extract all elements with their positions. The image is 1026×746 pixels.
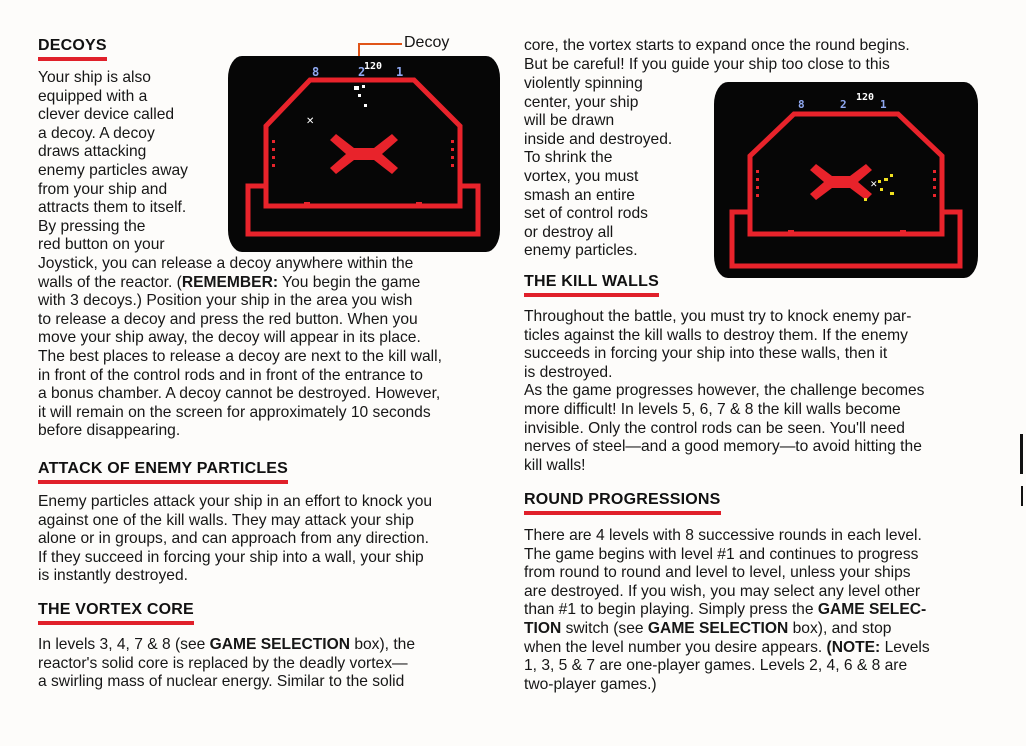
svg-text:✕: ✕ — [306, 116, 315, 127]
vortex-body-narrow: violently spinning center, your ship will be drawn inside and destroyed. To shrink the vortex, you must smash an entire set of control rods or destroy all enemy particles. — [524, 75, 673, 260]
hud-player2: 2 — [358, 65, 366, 79]
hud-player1: 8 — [312, 65, 320, 79]
hud-player3: 1 — [396, 65, 404, 79]
svg-text:✕: ✕ — [870, 180, 878, 190]
attack-heading: ATTACK OF ENEMY PARTICLES — [38, 460, 288, 484]
vortex-heading: THE VORTEX CORE — [38, 601, 194, 625]
attack-body: Enemy particles attack your ship in an effort to knock you against one of the kill walls. They may attack your ship alone or in groups, and can approach from any direction. If they succeed in forcing your ship into a wall, your ship is instantly destroyed. — [38, 493, 433, 585]
round-body: There are 4 levels with 8 successive rounds in each level. The game begins with level #1 and continues to progress from round to round and level to level, unless your ships are destroyed. If you wish, you may select any level other than #1 to begin playing. Simply press the GAME SELEC- TION switch (see GAME SELECTION box), and stop when the level number you desire appears. (NOTE: Levels 1, 3, 5 & 7 are one-player games. Levels 2, 4, 6 & 8 are two-player games.) — [524, 527, 930, 693]
hud-score: 120 — [856, 92, 875, 103]
round-heading: ROUND PROGRESSIONS — [524, 491, 721, 515]
callout-line-h — [358, 43, 402, 45]
vortex-body: In levels 3, 4, 7 & 8 (see GAME SELECTION box), the reactor's solid core is replaced by the deadly vortex— a swirling mass of nuclear energy. Similar to the solid — [38, 636, 415, 691]
scan-edge-mark — [1020, 434, 1023, 474]
game-screenshot-vortex — [714, 82, 978, 278]
game-screenshot-decoy — [228, 56, 500, 252]
hud-player3: 1 — [880, 98, 887, 111]
hud-score: 120 — [364, 61, 383, 72]
kill-walls-body: Throughout the battle, you must try to knock enemy par- ticles against the kill walls to destroy them. If the enemy succeeds in forcing your ship into these walls, then it is destroyed. As the game progresses however, the challenge becomes more difficult! In levels 5, 6, 7 & 8 the kill walls become invisible. Only the control rods can be seen. You'll need nerves of steel—and a good memory—to avoid hitting the kill walls! — [524, 308, 925, 474]
hud-player1: 8 — [798, 98, 805, 111]
decoys-body-narrow: Your ship is also equipped with a clever device called a decoy. A decoy draws attacking enemy particles away from your ship and attracts them to itself. By pressing the red button on your Joystick, you can release a decoy anywhere within the walls of the reactor. (REMEMBER: You begin the game with 3 decoys.) Position your ship in the area you wish to release a decoy and press the red button. When you move your ship away, the decoy will appear in its place. The best places to release a decoy are next to the kill wall, in front of the control rods and in front of the entrance to a bonus chamber. A decoy cannot be destroyed. However, it will remain on the screen for approximately 10 seconds before disappearing. — [38, 69, 442, 440]
vortex-body-continued: core, the vortex starts to expand once the round begins. But be careful! If you guide your ship too close to this — [524, 37, 910, 73]
decoys-heading: DECOYS — [38, 37, 107, 61]
hud-player2: 2 — [840, 98, 847, 111]
kill-walls-heading: THE KILL WALLS — [524, 273, 659, 297]
decoy-callout-label: Decoy — [404, 34, 450, 51]
scan-edge-mark — [1021, 486, 1023, 506]
